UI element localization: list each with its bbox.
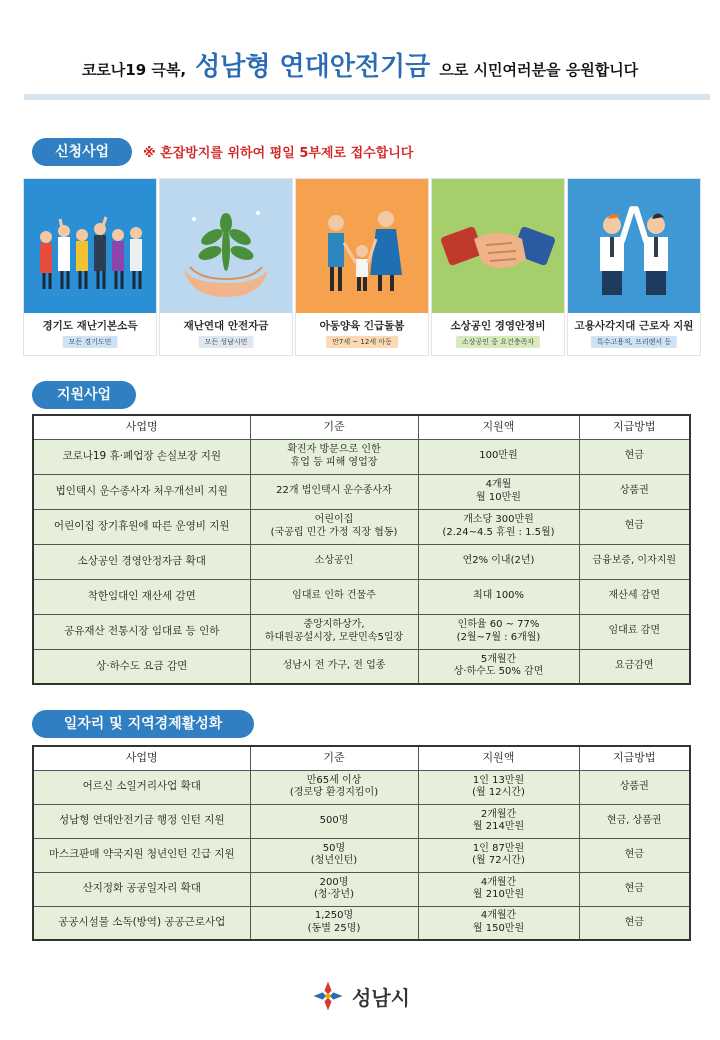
row-payment-method <box>579 439 690 474</box>
row-name <box>33 804 250 838</box>
card-small-business-stability[interactable] <box>431 178 565 356</box>
table-row <box>33 838 690 872</box>
row-payment-method-line: 현금 <box>624 916 644 928</box>
row-name <box>33 544 250 579</box>
headline-suffix: 으로 시민여러분을 응원합니다 <box>439 61 639 79</box>
row-amount <box>418 579 579 614</box>
row-name <box>33 649 250 684</box>
table-row <box>33 474 690 509</box>
row-name-line: 법인택시 운수종사자 처우개선비 지원 <box>55 484 228 497</box>
row-amount-line: 100만원 <box>479 450 518 462</box>
table-row <box>33 544 690 579</box>
row-criteria <box>250 439 418 474</box>
row-amount-line: 개소당 300만원 <box>463 514 534 525</box>
row-amount <box>418 872 579 906</box>
table-header-row <box>33 746 690 770</box>
row-criteria-line: 어린이집 <box>314 514 354 525</box>
column-header: 지원액 <box>418 746 579 770</box>
row-payment-method-line: 현금 <box>624 882 644 894</box>
row-payment-method <box>579 770 690 804</box>
table-row <box>33 614 690 649</box>
row-amount <box>418 649 579 684</box>
row-amount-line: (월 12시간) <box>472 787 525 798</box>
card-title: 재난연대 안전자금 <box>183 320 269 332</box>
row-amount-line: 2개월간 <box>480 808 517 820</box>
table-row <box>33 770 690 804</box>
seongnam-logo <box>0 978 720 1014</box>
apply-cards <box>23 178 694 356</box>
seongnam-emblem-icon <box>310 978 346 1014</box>
table-row <box>33 439 690 474</box>
row-amount-line: 월 10만원 <box>476 491 521 503</box>
row-payment-method-line: 재산세 감면 <box>608 590 660 602</box>
row-name-line: 공공시설물 소독(방역) 공공근로사업 <box>58 916 226 929</box>
row-criteria-line: 1,250명 <box>314 910 354 922</box>
row-amount-line: (2월~7월 : 6개월) <box>456 631 541 643</box>
row-payment-method <box>579 579 690 614</box>
row-amount-line: 인하율 60 ~ 77% <box>457 619 540 630</box>
row-amount-line: 월 150만원 <box>472 922 525 934</box>
row-amount-line: 월 210만원 <box>472 889 525 900</box>
row-criteria <box>250 614 418 649</box>
row-criteria-line: (청년인턴) <box>310 855 358 866</box>
row-criteria-line: (국공립 민간 가정 직장 협동) <box>270 526 398 538</box>
card-title: 아동양육 긴급돌봄 <box>319 320 405 332</box>
row-amount-line: 4개월간 <box>480 910 517 922</box>
row-name <box>33 872 250 906</box>
row-criteria-line: (청·장년) <box>314 889 354 900</box>
card-disaster-solidarity-fund[interactable] <box>159 178 293 356</box>
row-amount-line: 상·하수도 50% 감면 <box>453 666 544 678</box>
row-name-line: 공유재산 전통시장 임대료 등 인하 <box>64 624 220 637</box>
row-name <box>33 906 250 940</box>
table-row <box>33 906 690 940</box>
hands-plant-icon <box>160 179 292 313</box>
page-headline <box>0 46 720 83</box>
jobs-section-label: 일자리 및 지역경제활성화 <box>32 710 254 738</box>
row-amount-line: 월 214만원 <box>472 821 525 832</box>
row-payment-method-line: 현금 <box>624 520 644 532</box>
row-amount <box>418 804 579 838</box>
row-criteria <box>250 474 418 509</box>
card-child-emergency-care[interactable] <box>295 178 429 356</box>
row-payment-method <box>579 474 690 509</box>
table-row <box>33 509 690 544</box>
row-name <box>33 614 250 649</box>
card-tag: 모든 경기도민 <box>63 336 118 348</box>
row-payment-method-line: 상품권 <box>619 780 649 792</box>
row-criteria-line: 휴업 등 피해 영업장 <box>290 456 378 468</box>
row-criteria-line: 성남시 전 가구, 전 업종 <box>282 660 386 671</box>
row-payment-method <box>579 838 690 872</box>
row-name <box>33 474 250 509</box>
row-payment-method-line: 현금 <box>624 450 644 462</box>
row-name <box>33 579 250 614</box>
row-name-line: 마스크판매 약국지원 청년인턴 긴급 지원 <box>48 848 235 861</box>
row-criteria <box>250 509 418 544</box>
card-tag: 만7세 ~ 12세 아동 <box>326 336 398 348</box>
row-criteria <box>250 872 418 906</box>
row-name-line: 소상공인 경영안정자금 확대 <box>77 554 206 567</box>
card-gyeonggi-basic-income[interactable] <box>23 178 157 356</box>
workers-high-five-icon <box>568 179 700 313</box>
row-criteria <box>250 906 418 940</box>
row-amount-line: 연2% 이내(2년) <box>462 555 535 567</box>
row-criteria-line: 확진자 방문으로 인한 <box>287 444 381 455</box>
row-criteria <box>250 770 418 804</box>
row-name <box>33 770 250 804</box>
row-name-line: 착한임대인 재산세 감면 <box>87 589 196 602</box>
row-criteria-line: 22개 법인택시 운수종사자 <box>276 485 392 497</box>
support-table <box>32 414 691 685</box>
column-header: 기준 <box>250 415 418 439</box>
row-name-line: 코로나19 휴·폐업장 손실보장 지원 <box>62 449 222 462</box>
row-payment-method <box>579 649 690 684</box>
row-name <box>33 439 250 474</box>
card-title: 고용사각지대 근로자 지원 <box>574 320 694 332</box>
family-icon <box>296 179 428 313</box>
logo-text: 성남시 <box>352 985 410 1010</box>
column-header: 지급방법 <box>579 415 690 439</box>
card-title: 경기도 재난기본소득 <box>42 320 138 332</box>
row-amount <box>418 614 579 649</box>
row-name-line: 성남형 연대안전기금 행정 인턴 지원 <box>59 814 225 827</box>
table-header-row <box>33 415 690 439</box>
row-criteria-line: (동별 25명) <box>307 922 361 934</box>
table-row <box>33 804 690 838</box>
row-name-line: 어린이집 장기휴원에 따른 운영비 지원 <box>53 519 230 532</box>
apply-notice: ※ 혼잡방지를 위하여 평일 5부제로 접수합니다 <box>143 146 414 161</box>
column-header: 지원액 <box>418 415 579 439</box>
row-amount-line: 5개월간 <box>480 653 517 665</box>
row-payment-method <box>579 509 690 544</box>
headline-prefix: 코로나19 극복, <box>81 61 187 79</box>
row-criteria-line: (경로당 환경지킴이) <box>289 787 379 798</box>
row-payment-method-line: 상품권 <box>619 485 649 497</box>
jobs-table <box>32 745 691 941</box>
row-name <box>33 509 250 544</box>
row-payment-method <box>579 614 690 649</box>
row-criteria-line: 만65세 이상 <box>306 774 362 786</box>
row-amount-line: (2.24~4.5 휴원 : 1.5월) <box>442 526 555 538</box>
row-amount-line: 4개월 <box>485 479 512 490</box>
apply-section-label: 신청사업 <box>32 138 132 166</box>
row-amount-line: 1인 87만원 <box>472 842 525 854</box>
row-payment-method <box>579 906 690 940</box>
row-name-line: 상·하수도 요금 감면 <box>96 659 188 672</box>
support-section-label: 지원사업 <box>32 381 136 409</box>
handshake-icon <box>432 179 564 313</box>
row-amount <box>418 474 579 509</box>
table-row <box>33 872 690 906</box>
row-amount-line: 최대 100% <box>472 590 525 602</box>
column-header: 기준 <box>250 746 418 770</box>
row-amount <box>418 838 579 872</box>
row-criteria-line: 소상공인 <box>314 555 354 567</box>
people-crowd-icon <box>24 179 156 313</box>
table-row <box>33 649 690 684</box>
row-amount <box>418 439 579 474</box>
card-tag: 모든 성남시민 <box>199 336 254 348</box>
row-criteria <box>250 838 418 872</box>
row-amount-line: 1인 13만원 <box>472 774 525 786</box>
row-name-line: 어르신 소일거리사업 확대 <box>82 780 201 793</box>
card-title: 소상공인 경영안정비 <box>450 320 546 332</box>
row-payment-method <box>579 544 690 579</box>
row-amount <box>418 906 579 940</box>
row-payment-method-line: 요금감면 <box>614 660 654 671</box>
row-amount <box>418 509 579 544</box>
row-amount <box>418 544 579 579</box>
table-row <box>33 579 690 614</box>
row-amount-line: (월 72시간) <box>472 855 525 866</box>
row-criteria-line: 50명 <box>322 842 346 854</box>
card-tag: 특수고용직, 프리랜서 등 <box>591 336 677 348</box>
row-criteria-line: 500명 <box>319 814 349 826</box>
column-header: 지급방법 <box>579 746 690 770</box>
column-header: 사업명 <box>33 415 250 439</box>
row-payment-method-line: 현금, 상품권 <box>606 814 662 826</box>
headline-accent: 성남형 연대안전기금 <box>195 52 431 82</box>
row-criteria <box>250 804 418 838</box>
row-payment-method-line: 금융보증, 이자지원 <box>592 555 677 567</box>
row-amount-line: 4개월간 <box>480 876 517 888</box>
row-name-line: 산지정화 공공일자리 확대 <box>82 882 201 895</box>
card-tag: 소상공인 중 요건충족자 <box>456 336 540 348</box>
header-divider <box>24 94 710 100</box>
row-amount <box>418 770 579 804</box>
row-criteria-line: 임대료 인하 건물주 <box>292 590 376 602</box>
card-employment-blind-spot-workers[interactable] <box>567 178 701 356</box>
row-payment-method <box>579 872 690 906</box>
row-payment-method-line: 임대료 감면 <box>608 625 660 637</box>
row-payment-method <box>579 804 690 838</box>
row-criteria-line: 중앙지하상가, <box>303 619 365 630</box>
row-criteria <box>250 649 418 684</box>
row-criteria <box>250 579 418 614</box>
row-criteria-line: 하대원공설시장, 모란민속5일장 <box>264 631 404 643</box>
column-header: 사업명 <box>33 746 250 770</box>
row-criteria-line: 200명 <box>319 876 349 888</box>
row-name <box>33 838 250 872</box>
row-payment-method-line: 현금 <box>624 848 644 860</box>
row-criteria <box>250 544 418 579</box>
